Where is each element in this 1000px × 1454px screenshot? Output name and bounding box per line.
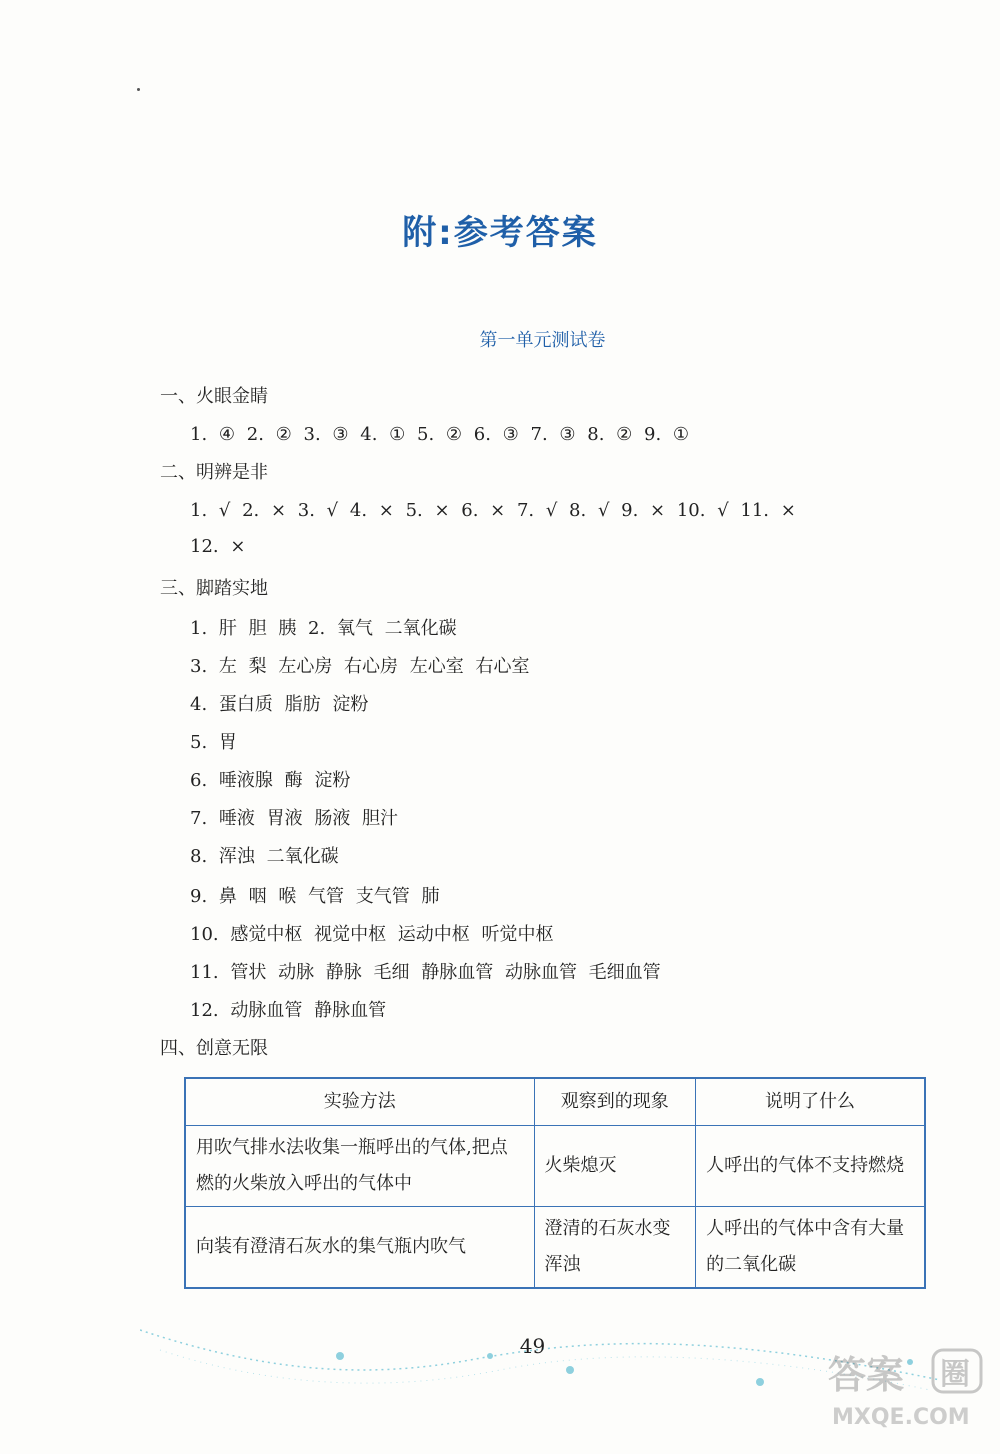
table-cell: 澄清的石灰水变浑浊 xyxy=(534,1207,696,1289)
table-row xyxy=(185,1207,925,1289)
answer-line: 7. 唾液 胃液 肠液 胆汁 xyxy=(190,808,399,829)
table-cell: 向装有澄清石灰水的集气瓶内吹气 xyxy=(185,1207,534,1289)
answer-line: 4. 蛋白质 脂肪 淀粉 xyxy=(190,694,369,715)
experiment-table xyxy=(184,1077,926,1289)
table-row xyxy=(185,1126,925,1207)
table-cell: 人呼出的气体不支持燃烧 xyxy=(696,1126,925,1207)
table-header: 说明了什么 xyxy=(696,1078,925,1126)
table-cell: 用吹气排水法收集一瓶呼出的气体,把点燃的火柴放入呼出的气体中 xyxy=(185,1126,534,1207)
svg-text:圈: 圈 xyxy=(940,1357,970,1392)
svg-text:答案: 答案 xyxy=(828,1353,905,1397)
answer-line: 9. 鼻 咽 喉 气管 支气管 肺 xyxy=(190,886,440,907)
section-heading: 三、脚踏实地 xyxy=(160,578,268,599)
table-header: 观察到的现象 xyxy=(534,1078,696,1126)
table-cell: 火柴熄灭 xyxy=(534,1126,696,1207)
answer-line: 1. 肝 胆 胰 2. 氧气 二氧化碳 xyxy=(190,618,457,639)
page-number: 49 xyxy=(519,1334,546,1358)
answer-line: 3. 左 梨 左心房 右心房 左心室 右心室 xyxy=(190,656,530,677)
svg-text:MXQE.COM: MXQE.COM xyxy=(832,1405,970,1430)
answer-line: 8. 浑浊 二氧化碳 xyxy=(190,846,339,867)
unit-title: 第一单元测试卷 xyxy=(479,330,606,351)
section-heading: 二、明辨是非 xyxy=(160,462,268,483)
answer-line: 12. 动脉血管 静脉血管 xyxy=(190,1000,387,1021)
table-cell: 人呼出的气体中含有大量的二氧化碳 xyxy=(696,1207,925,1289)
answer-line: 12. × xyxy=(190,536,246,557)
section-heading: 四、创意无限 xyxy=(160,1038,268,1059)
answer-line: 1. √ 2. × 3. √ 4. × 5. × 6. × 7. √ 8. √ 9. × 10. √ 11. × xyxy=(190,500,796,521)
speck xyxy=(137,88,140,91)
page-title: 附:参考答案 xyxy=(402,213,598,253)
table-header-row xyxy=(185,1078,925,1126)
answer-line: 5. 胃 xyxy=(190,732,237,753)
section-heading: 一、火眼金睛 xyxy=(160,386,268,407)
answer-line: 11. 管状 动脉 静脉 毛细 静脉血管 动脉血管 毛细血管 xyxy=(190,962,661,983)
answer-line: 6. 唾液腺 酶 淀粉 xyxy=(190,770,351,791)
answer-line: 1. ④ 2. ② 3. ③ 4. ① 5. ② 6. ③ 7. ③ 8. ② 9. ① xyxy=(190,424,690,445)
table-header: 实验方法 xyxy=(185,1078,534,1126)
watermark-logo xyxy=(818,1346,988,1440)
answer-line: 10. 感觉中枢 视觉中枢 运动中枢 听觉中枢 xyxy=(190,924,554,945)
